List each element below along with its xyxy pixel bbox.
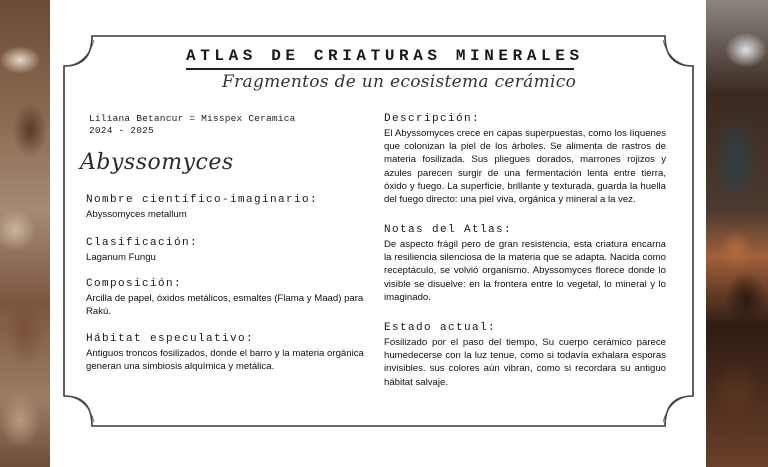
text-description: El Abyssomyces crece en capas superpuestas, como los líquenes que colonizan la piel de los árboles. Se alimenta de rastros de materia fosilizada. Sus pliegues dorados, marrones rojizos y azules parecen surgir de una fermentación lenta entre tierra, óxido y fuego. La superficie, brillante y texturada, guarda la huella del fuego directo: una piel viva, orgánica y mineral a la vez. [384, 128, 666, 206]
label-atlas-notes: Notas del Atlas: [384, 224, 513, 236]
label-description: Descripción: [384, 113, 481, 125]
label-current-state: Estado actual: [384, 322, 497, 334]
page-subtitle: Fragmentos de un ecosistema cerámico [222, 72, 577, 92]
label-composition: Composición: [86, 278, 183, 290]
text-current-state: Fosilizado por el paso del tiempo, Su cuerpo cerámico parece humedecerse con la luz tenue, como si todavía exhalara esporas invisibles. sus colores aún vibran, como si recordara su antiguo hábitat salvaje. [384, 337, 666, 388]
author-line: Liliana Betancur = Misspex Ceramica [89, 113, 296, 124]
label-habitat: Hábitat especulativo: [86, 333, 255, 345]
text-habitat: Antiguos troncos fosilizados, donde el barro y la materia orgánica generan una simbiosis alquímica y metálica. [86, 348, 364, 373]
label-scientific-name: Nombre científico-imaginario: [86, 194, 319, 206]
page-title: ATLAS DE CRIATURAS MINERALES [186, 47, 584, 65]
author-block [89, 113, 296, 137]
text-classification: Laganum Fungu [86, 252, 156, 263]
species-name: Abyssomyces [80, 150, 234, 175]
ceramic-photo-right [706, 0, 768, 467]
text-composition: Arcilla de papel, óxidos metálicos, esmaltes (Flama y Maad) para Rakú. [86, 293, 364, 318]
author-years: 2024 - 2025 [89, 125, 154, 136]
text-scientific-name: Abyssomyces metallum [86, 209, 187, 220]
title-underline [186, 68, 574, 70]
text-atlas-notes: De aspecto frágil pero de gran resistencia, esta criatura encarna la resiliencia silenciosa de la materia que se adapta. Nacida como receptáculo, se volvió organismo. Abyssomyces florece donde lo visible se disuelve: en la frontera entre lo vegetal, lo mineral y lo imaginado. [384, 239, 666, 303]
ceramic-photo-left [0, 0, 50, 467]
label-classification: Clasificación: [86, 237, 199, 249]
